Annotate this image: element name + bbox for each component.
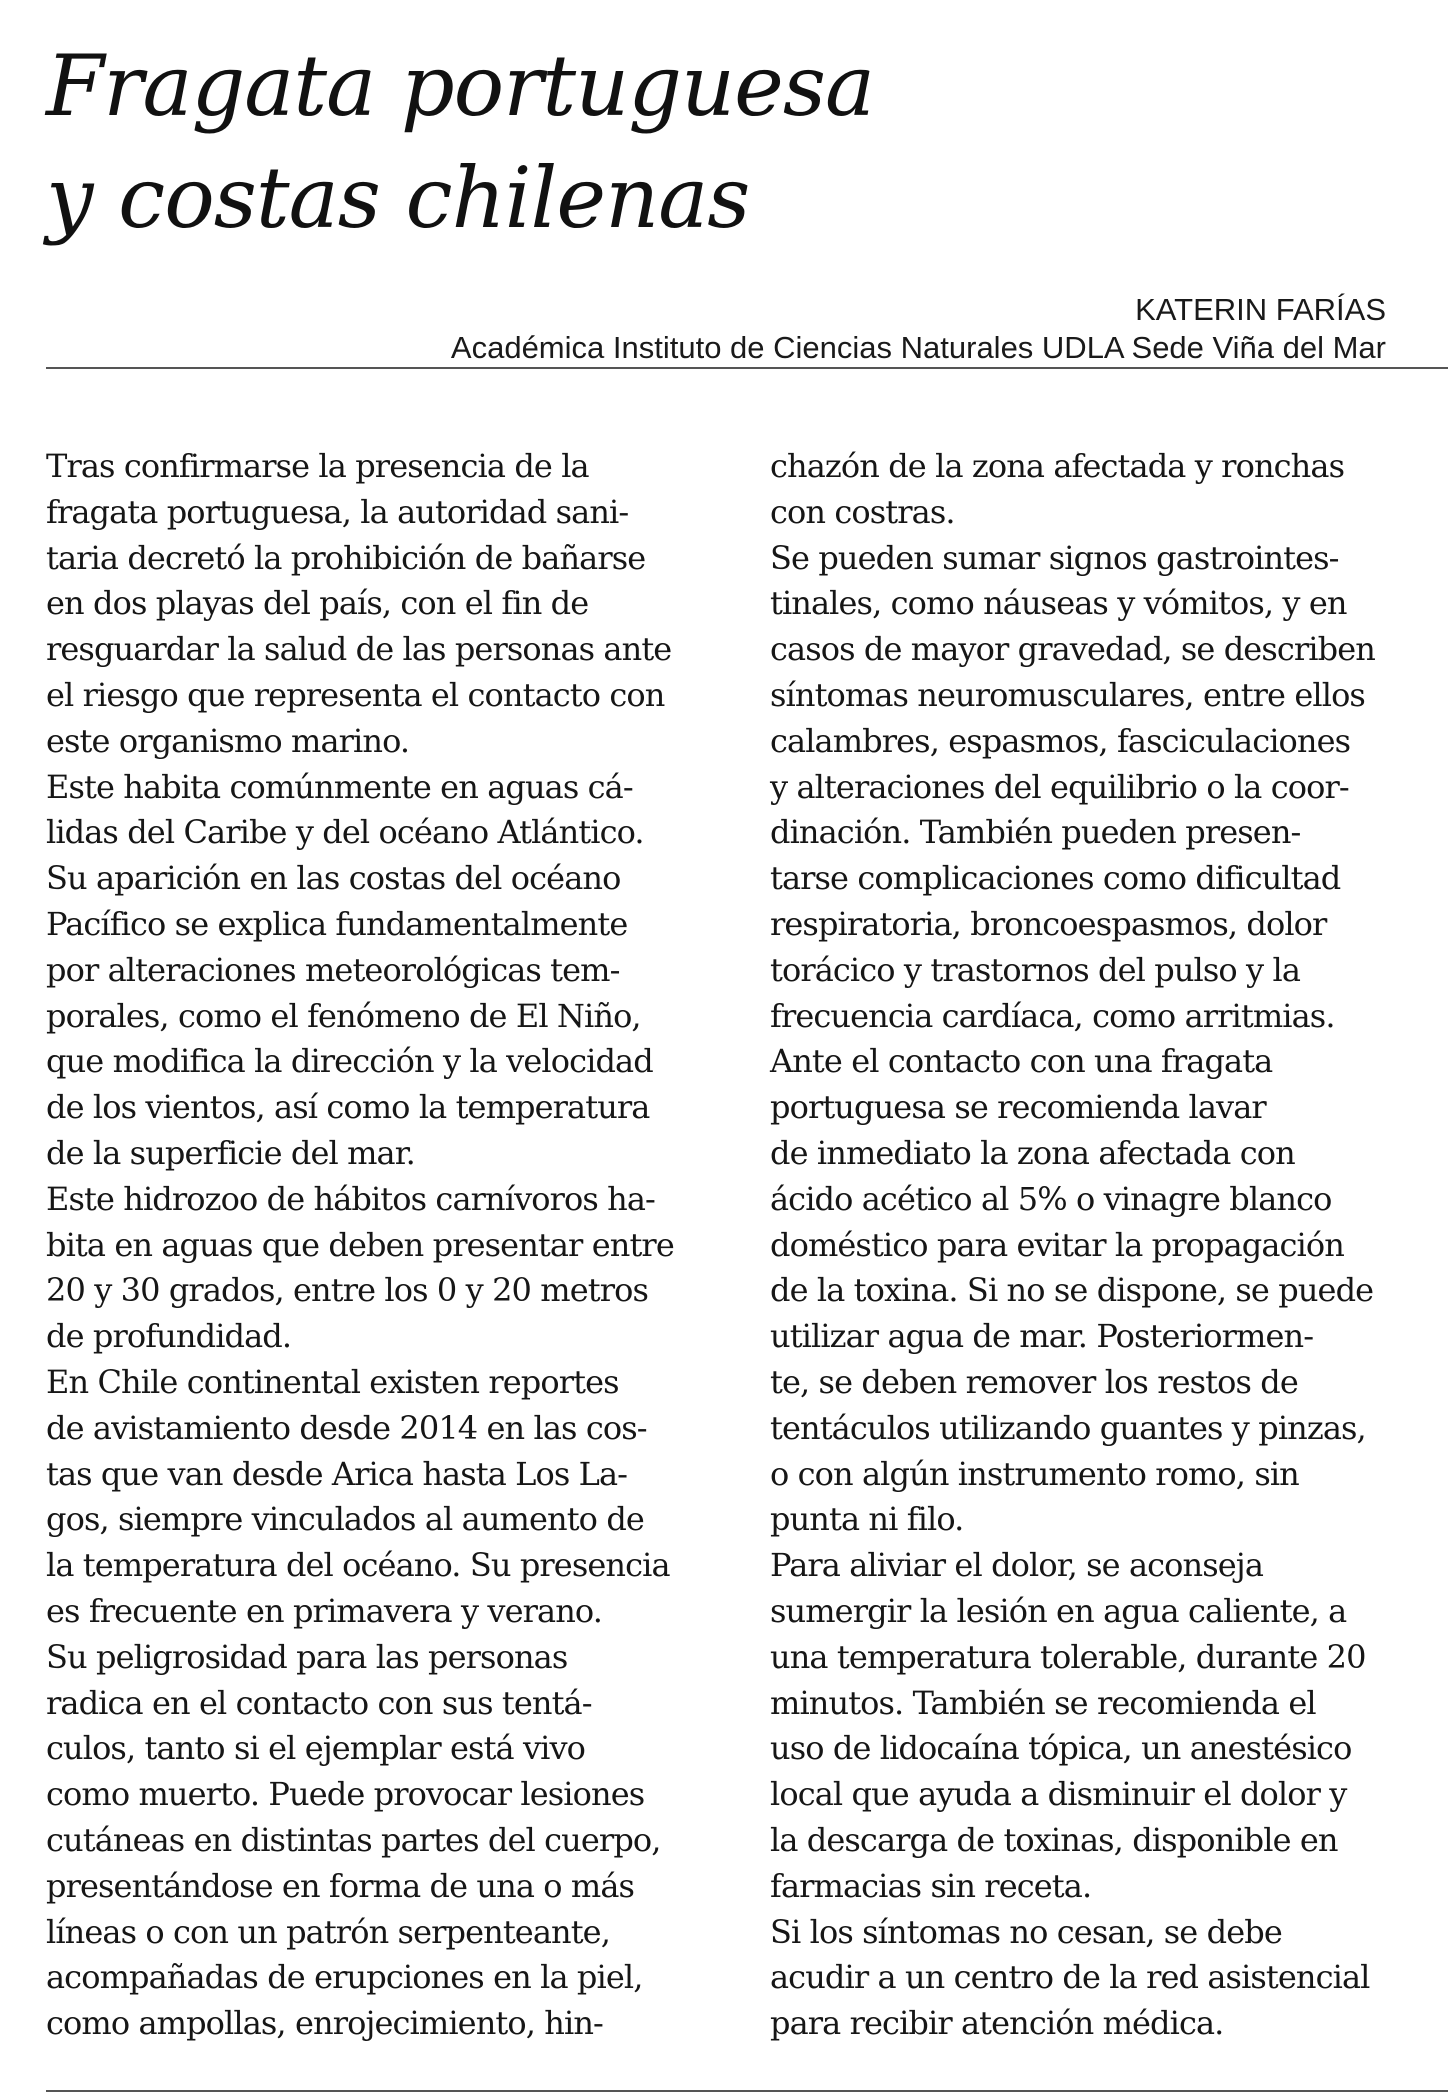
body-text-line: uso de lidocaína tópica, un anestésico <box>770 1729 1352 1768</box>
body-text-line: Su aparición en las costas del océano <box>46 859 621 898</box>
body-text-line: de la toxina. Si no se dispone, se puede <box>770 1271 1374 1310</box>
body-text-line: respiratoria, broncoespasmos, dolor <box>770 904 1327 943</box>
body-text-line: farmacias sin receta. <box>770 1866 1092 1905</box>
body-column-left <box>46 444 736 2047</box>
body-text-line: presentándose en forma de una o más <box>46 1866 635 1905</box>
body-text-line: como ampollas, enrojecimiento, hin- <box>46 2004 603 2043</box>
body-text-line: tas que van desde Arica hasta Los La- <box>46 1454 628 1493</box>
body-text-line: 20 y 30 grados, entre los 0 y 20 metros <box>46 1271 649 1310</box>
body-text-line: Para aliviar el dolor, se aconseja <box>770 1546 1264 1585</box>
body-text-line: punta ni filo. <box>770 1500 964 1539</box>
body-text-line: torácico y trastornos del pulso y la <box>770 950 1300 989</box>
body-text-line: Este hidrozoo de hábitos carnívoros ha- <box>46 1179 655 1218</box>
body-text-line: o con algún instrumento romo, sin <box>770 1454 1299 1493</box>
body-text-line: fragata portuguesa, la autoridad sani- <box>46 492 629 531</box>
body-text-line: portuguesa se recomienda lavar <box>770 1088 1266 1127</box>
body-text-line: y alteraciones del equilibrio o la coor- <box>770 767 1349 806</box>
body-text-line: resguardar la salud de las personas ante <box>46 630 672 669</box>
body-text-line: lidas del Caribe y del océano Atlántico. <box>46 813 644 852</box>
body-text-line: Ante el contacto con una fragata <box>770 1042 1273 1081</box>
body-text-line: la descarga de toxinas, disponible en <box>770 1820 1338 1859</box>
body-text-line: de avistamiento desde 2014 en las cos- <box>46 1408 647 1447</box>
body-text-line: una temperatura tolerable, durante 20 <box>770 1637 1366 1676</box>
body-text-line: con costras. <box>770 492 955 531</box>
body-text-line: calambres, espasmos, fasciculaciones <box>770 721 1351 760</box>
body-text-line: frecuencia cardíaca, como arritmias. <box>770 996 1335 1035</box>
body-text-line: que modifica la dirección y la velocidad <box>46 1042 653 1081</box>
body-text-line: ácido acético al 5% o vinagre blanco <box>770 1179 1332 1218</box>
body-text-line: chazón de la zona afectada y ronchas <box>770 447 1345 485</box>
body-text-line: líneas o con un patrón serpenteante, <box>46 1912 610 1951</box>
body-text-line: Tras confirmarse la presencia de la <box>46 447 589 485</box>
article-title <box>46 30 874 254</box>
body-text-line: por alteraciones meteorológicas tem- <box>46 950 620 989</box>
body-text-line: el riesgo que representa el contacto con <box>46 675 665 714</box>
body-text-line: la temperatura del océano. Su presencia <box>46 1546 670 1585</box>
body-text-line: en dos playas del país, con el fin de <box>46 584 589 623</box>
body-text-line: culos, tanto si el ejemplar está vivo <box>46 1729 586 1768</box>
body-text-line: casos de mayor gravedad, se describen <box>770 630 1375 669</box>
body-text-line: doméstico para evitar la propagación <box>770 1225 1344 1264</box>
body-text-line: radica en el contacto con sus tentá- <box>46 1683 592 1722</box>
body-text-line: acudir a un centro de la red asistencial <box>770 1958 1370 1997</box>
body-text-line: Su peligrosidad para las personas <box>46 1637 568 1676</box>
body-text-line: gos, siempre vinculados al aumento de <box>46 1500 644 1539</box>
body-text-line: acompañadas de erupciones en la piel, <box>46 1958 643 1997</box>
body-text-line: tinales, como náuseas y vómitos, y en <box>770 584 1347 623</box>
body-text-line: cutáneas en distintas partes del cuerpo, <box>46 1820 661 1859</box>
body-text-line: sumergir la lesión en agua caliente, a <box>770 1591 1347 1630</box>
body-text-line: local que ayuda a disminuir el dolor y <box>770 1775 1347 1814</box>
body-text-line: síntomas neuromusculares, entre ellos <box>770 675 1365 714</box>
body-text-line: taria decretó la prohibición de bañarse <box>46 538 646 577</box>
body-text-line: Pacífico se explica fundamentalmente <box>46 904 628 943</box>
article-title-line-2: y costas chilenas <box>46 149 750 247</box>
body-text-line: te, se deben remover los restos de <box>770 1362 1298 1401</box>
body-text-line: de profundidad. <box>46 1317 292 1356</box>
body-text-line: este organismo marino. <box>46 721 410 760</box>
byline <box>451 291 1386 367</box>
body-text-line: utilizar agua de mar. Posteriormen- <box>770 1317 1314 1356</box>
body-text-line: es frecuente en primavera y verano. <box>46 1591 603 1630</box>
body-text-line: para recibir atención médica. <box>770 2004 1224 2043</box>
body-text-line: bita en aguas que deben presentar entre <box>46 1225 674 1264</box>
body-text-line: Si los síntomas no cesan, se debe <box>770 1912 1282 1951</box>
body-text-line: de los vientos, así como la temperatura <box>46 1088 650 1127</box>
body-text-line: Se pueden sumar signos gastrointes- <box>770 538 1339 577</box>
body-text-line: de inmediato la zona afectada con <box>770 1133 1295 1172</box>
header-divider <box>46 367 1448 369</box>
body-text-line: Este habita comúnmente en aguas cá- <box>46 767 633 806</box>
author-affiliation: Académica Instituto de Ciencias Naturales UDLA Sede Viña del Mar <box>450 330 1386 365</box>
article-title-line-1: Fragata portuguesa <box>46 37 875 135</box>
body-text-line: tarse complicaciones como dificultad <box>770 859 1341 898</box>
footer-divider <box>46 2090 1448 2092</box>
body-text-line: dinación. También pueden presen- <box>770 813 1301 852</box>
author-name: KATERIN FARÍAS <box>1135 292 1386 327</box>
body-text-line: como muerto. Puede provocar lesiones <box>46 1775 645 1814</box>
body-text-line: tentáculos utilizando guantes y pinzas, <box>770 1408 1366 1447</box>
body-text-line: de la superficie del mar. <box>46 1133 415 1172</box>
body-text-line: minutos. También se recomienda el <box>770 1683 1316 1722</box>
body-text-line: porales, como el fenómeno de El Niño, <box>46 996 641 1035</box>
body-text-line: En Chile continental existen reportes <box>46 1362 619 1401</box>
body-column-right <box>770 444 1448 2047</box>
